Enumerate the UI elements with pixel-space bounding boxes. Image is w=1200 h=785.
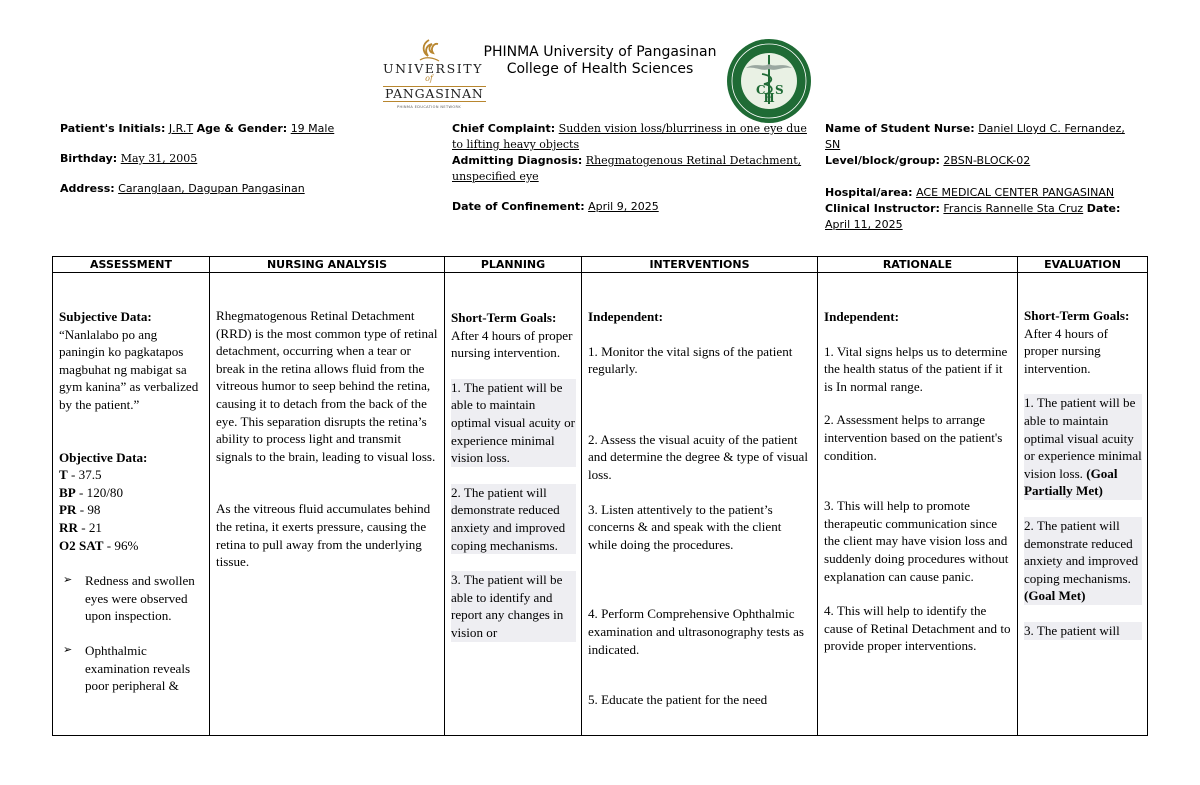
intervention-5: 5. Educate the patient for the need [588,692,768,708]
planning-title: Short-Term Goals: [451,310,557,325]
evaluation-goal-3: 3. The patient will [1024,622,1142,640]
rationale-3: 3. This will help to promote therapeutic communication since the client may have vision loss and suddenly doing procedures without explanation can cause panic. [824,498,1009,584]
birthday-label: Birthday: [60,152,118,165]
vital-label: O2 SAT [59,537,104,553]
table-header-row [53,257,1148,273]
chief-complaint-value-2: to lifting heavy objects [452,138,580,151]
intervention-3: 3. Listen attentively to the patient’s concerns & and speak with the client while doing the procedures. [588,501,782,552]
analysis-paragraph-1: Rhegmatogenous Retinal Detachment (RRD) is the most common type of retinal detachment, occurring when a tear or break in the retina allows fluid from the vitreous humor to seep behind the retina, causing it to detach from the back of the eye. This separation disrupts the retina’s ability to process light and transmit signals to the brain, leading to visual loss. [216,308,438,464]
chief-complaint-row [452,121,817,137]
subjective-title: Subjective Data: [59,309,152,324]
header-planning: PLANNING [445,257,582,273]
evaluation-goal-2-text: 2. The patient will demonstrate reduced anxiety and improved coping mechanisms. [1024,517,1139,586]
evaluation-intro: After 4 hours of proper nursing intervention. [1024,325,1108,376]
age-gender-label: Age & Gender: [196,122,288,135]
chief-complaint-row2 [452,137,817,153]
evaluation-title: Short-Term Goals: [1024,308,1130,323]
evaluation-goal-1 [1024,394,1142,500]
birthday-row [60,151,440,167]
list-item [59,572,204,625]
planning-goal-2: 2. The patient will demonstrate reduced anxiety and improved coping mechanisms. [451,484,576,554]
evaluation-cell [1018,273,1148,736]
header-assessment: ASSESSMENT [53,257,210,273]
rationale-4: 4. This will help to identify the cause of Retinal Detachment and to provide proper interventions. [824,603,1011,654]
hospital-value: ACE MEDICAL CENTER PANGASINAN [916,186,1115,199]
vital-value: - 21 [77,519,102,535]
planning-goal-1: 1. The patient will be able to maintain optimal visual acuity or experience minimal vision loss. [451,379,576,466]
instructor-label: Clinical Instructor: [825,202,940,215]
rationale-cell [818,273,1018,736]
date-value: April 11, 2025 [825,218,903,231]
instructor-value: Francis Rannelle Sta Cruz [943,202,1084,215]
date-row [825,217,1145,233]
svg-text:S: S [775,83,784,97]
intervention-2: 2. Assess the visual acuity of the patient and determine the degree & type of visual loss. [588,431,808,482]
header-nursing-analysis: NURSING ANALYSIS [210,257,445,273]
vital-temperature [59,466,204,484]
assessment-content [53,273,209,735]
vital-label: T [59,467,68,483]
evaluation-content [1018,273,1147,735]
header-rationale: RATIONALE [818,257,1018,273]
confinement-row [452,199,817,215]
evaluation-goal-2 [1024,517,1142,605]
student-nurse-value-2: SN [825,138,841,151]
logo-pangasinan-text: PANGASINAN [385,86,484,101]
arrow-bullet-icon: ➢ [63,643,73,656]
patient-info-col3 [825,121,1145,233]
assessment-cell [53,273,210,736]
evaluation-goal-1-text: 1. The patient will be able to maintain optimal visual acuity or experience minimal vision loss. [1024,395,1142,481]
planning-content [445,273,581,735]
institution-title [462,44,738,78]
nursing-care-plan-table [52,256,1148,736]
bullet-text: Redness and swollen eyes were observed upon inspection. [85,573,195,624]
svg-text:H: H [763,91,775,105]
student-nurse-row [825,121,1145,137]
diagnosis-value: Rhegmatogenous Retinal Detachment, [585,154,802,167]
diagnosis-label: Admitting Diagnosis: [452,154,583,167]
hospital-row [825,185,1145,201]
college-seal [726,38,812,128]
logo-tagline: PHINMA EDUCATION NETWORK [396,105,462,109]
interventions-content [582,273,817,735]
header-interventions: INTERVENTIONS [582,257,818,273]
table-row [53,273,1148,736]
subjective-text: “Nanlalabo po ang paningin ko pagkatapos magbuhat ng mabigat sa gym kanina” as verbalized by the patient.” [59,326,199,412]
initials-value: J.R.T [168,122,194,135]
vital-o2sat [59,537,204,555]
level-row [825,153,1145,169]
hospital-label: Hospital/area: [825,186,913,199]
chief-complaint-label: Chief Complaint: [452,122,556,135]
university-name: PHINMA University of Pangasinan [483,44,717,60]
chs-seal-icon [726,38,812,124]
patient-info-col2 [452,121,817,215]
initials-label: Patient's Initials: [60,122,166,135]
diagnosis-value-2: unspecified eye [452,170,539,183]
vital-pr [59,501,204,519]
rationale-content [818,273,1017,735]
evaluation-goal-1-status: (Goal Partially Met) [1024,465,1118,499]
logo-university-text: UNIVERSITY [383,61,484,76]
patient-info-col1 [60,121,440,197]
analysis-content [210,273,444,735]
college-name: College of Health Sciences [506,61,694,77]
bullet-text: Ophthalmic examination reveals poor peripheral & [85,642,191,694]
chief-complaint-value: Sudden vision loss/blurriness in one eye due [558,122,807,135]
vital-value: - 37.5 [67,467,102,483]
address-label: Address: [60,182,115,195]
intervention-4: 4. Perform Comprehensive Ophthalmic examination and ultrasonography tests as indicated. [588,606,804,657]
vital-value: - 120/80 [75,484,124,500]
evaluation-goal-2-status: (Goal Met) [1024,588,1086,604]
analysis-paragraph-2: As the vitreous fluid accumulates behind the retina, it exerts pressure, causing the retina to pull away from the underlying tissue. [216,501,431,570]
vital-value: - 98 [76,502,101,518]
rationale-title: Independent: [824,309,899,324]
instructor-row [825,201,1145,217]
list-item [59,642,204,695]
objective-title: Objective Data: [59,449,148,465]
confinement-label: Date of Confinement: [452,200,585,213]
svg-text:C: C [756,83,766,97]
student-nurse-value: Daniel Lloyd C. Fernandez, [978,122,1125,135]
intervention-1: 1. Monitor the vital signs of the patient regularly. [588,343,793,377]
nursing-analysis-cell [210,273,445,736]
vital-bp [59,484,204,502]
student-nurse-row2 [825,137,1145,153]
student-nurse-label: Name of Student Nurse: [825,122,975,135]
date-label: Date: [1086,202,1121,215]
diagnosis-row2 [452,169,817,185]
age-gender-value: 19 Male [290,122,335,135]
vital-label: PR [59,502,77,518]
vital-label: BP [59,484,76,500]
birthday-value: May 31, 2005 [120,152,198,165]
rationale-1: 1. Vital signs helps us to determine the health status of the patient if it is In normal range. [824,343,1008,394]
planning-goal-3: 3. The patient will be able to identify and report any changes in vision or [451,571,576,641]
interventions-title: Independent: [588,309,663,324]
vital-rr [59,519,204,537]
logo-of-text: of [425,74,433,83]
confinement-value: April 9, 2025 [588,200,659,213]
level-label: Level/block/group: [825,154,940,167]
rationale-2: 2. Assessment helps to arrange intervention based on the patient's condition. [824,412,1003,463]
planning-cell [445,273,582,736]
address-row [60,181,440,197]
planning-intro: After 4 hours of proper nursing intervention. [451,327,573,361]
level-value: 2BSN-BLOCK-02 [943,154,1031,167]
arrow-bullet-icon: ➢ [63,574,73,587]
vital-label: RR [59,519,78,535]
address-value: Caranglaan, Dagupan Pangasinan [118,182,305,195]
interventions-cell [582,273,818,736]
header-evaluation: EVALUATION [1018,257,1148,273]
initials-age-row [60,121,440,137]
diagnosis-row [452,153,817,169]
vital-value: - 96% [103,537,139,553]
